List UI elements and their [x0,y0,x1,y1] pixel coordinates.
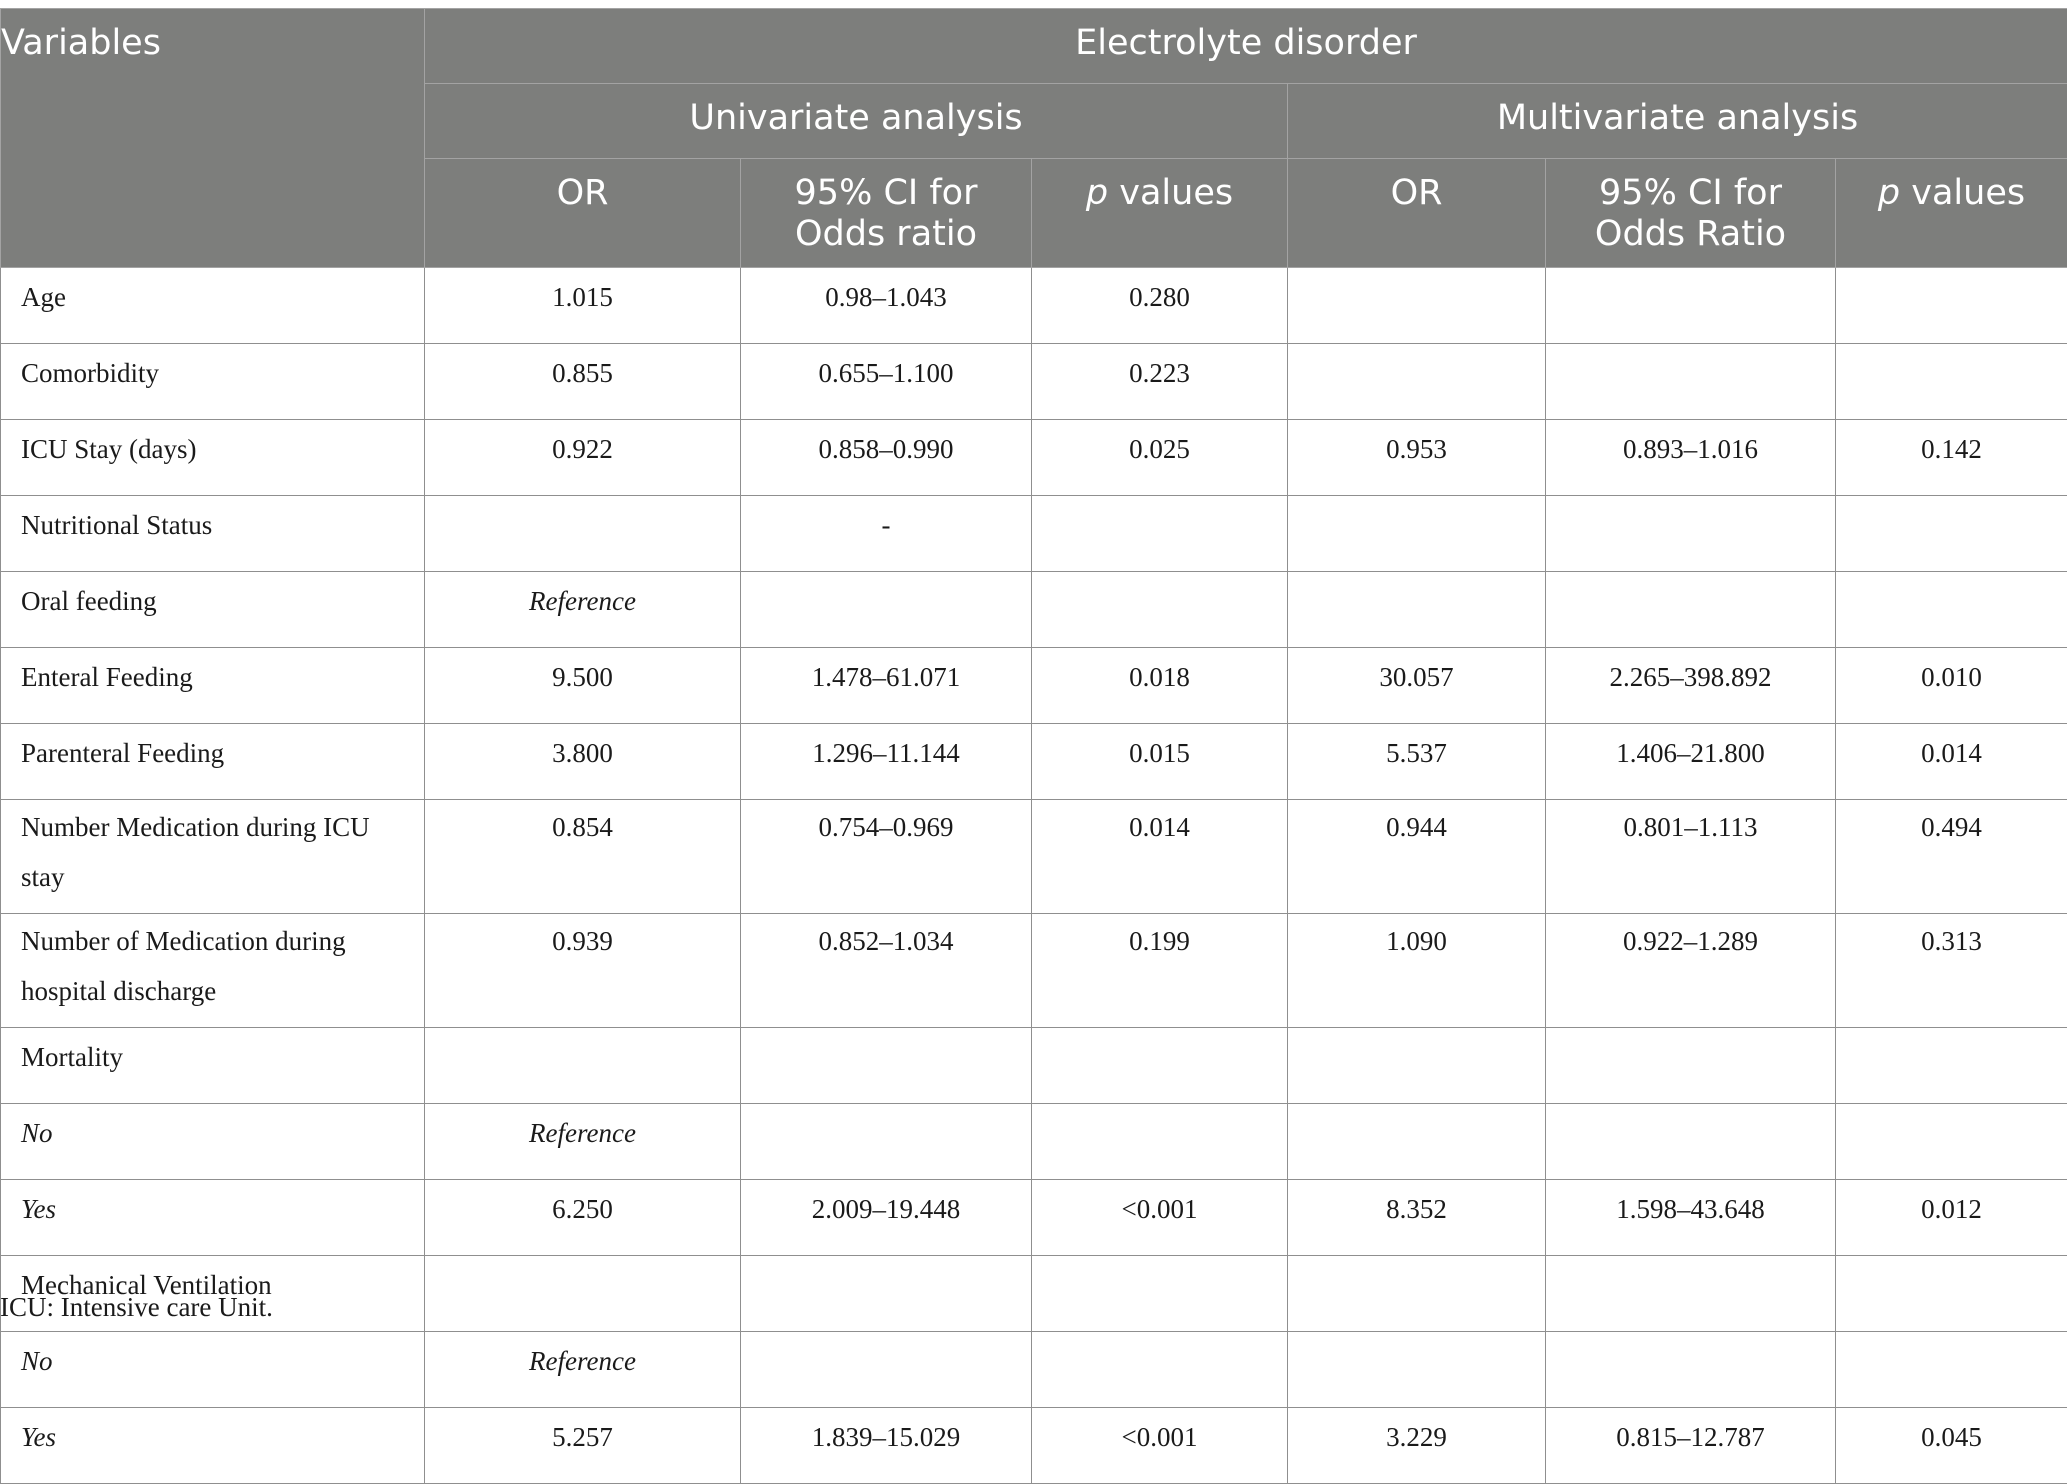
multivariate-ci-cell [1546,1256,1836,1332]
univariate-or-cell: 0.854 [425,800,741,914]
univariate-ci-cell: 2.009–19.448 [741,1180,1032,1256]
multivariate-or-cell [1288,1028,1546,1104]
multivariate-or-cell [1288,1332,1546,1408]
variable-label: Number Medication during ICU stay [1,800,425,914]
multivariate-ci-cell [1546,344,1836,420]
multivariate-ci-cell [1546,268,1836,344]
variable-label: Number of Medication during hospital discharge [1,914,425,1028]
multivariate-ci-cell: 1.598–43.648 [1546,1180,1836,1256]
univariate-or-cell: Reference [425,1104,741,1180]
univariate-p-cell: 0.199 [1032,914,1288,1028]
table-row [1,420,2067,496]
multivariate-p-cell [1836,1256,2067,1332]
variable-label: Comorbidity [1,344,425,420]
multivariate-ci-cell: 0.801–1.113 [1546,800,1836,914]
multivariate-p-cell: 0.014 [1836,724,2067,800]
variable-label: Mechanical Ventilation [1,1256,425,1332]
variable-label: Mortality [1,1028,425,1104]
univariate-p-cell: <0.001 [1032,1408,1288,1484]
multivariate-p-cell [1836,1104,2067,1180]
table-row [1,1104,2067,1180]
p-symbol: p [1878,173,1900,213]
univariate-p-cell: 0.014 [1032,800,1288,914]
univariate-p-cell [1032,1332,1288,1408]
univariate-p-cell [1032,572,1288,648]
univariate-p-cell [1032,1256,1288,1332]
univariate-or-cell: Reference [425,572,741,648]
multivariate-or-cell: 3.229 [1288,1408,1546,1484]
table-row [1,914,2067,1028]
table-row [1,1180,2067,1256]
multivariate-or-cell: 5.537 [1288,724,1546,800]
univariate-or-cell [425,496,741,572]
table-row [1,268,2067,344]
table-row [1,648,2067,724]
variables-header: Variables [1,9,425,268]
multivariate-ci-cell [1546,496,1836,572]
table-row [1,496,2067,572]
multivariate-or-cell [1288,496,1546,572]
univariate-or-cell: Reference [425,1332,741,1408]
variable-label: Nutritional Status [1,496,425,572]
univariate-p-cell [1032,1104,1288,1180]
univariate-p-cell [1032,1028,1288,1104]
multivariate-p-cell [1836,1332,2067,1408]
multivariate-or-cell: 0.944 [1288,800,1546,914]
univariate-or-cell [425,1256,741,1332]
multivariate-p-header [1836,159,2067,268]
multivariate-or-cell: 1.090 [1288,914,1546,1028]
multivariate-or-cell [1288,344,1546,420]
univariate-or-cell: 6.250 [425,1180,741,1256]
univariate-header: Univariate analysis [425,84,1288,159]
univariate-ci-cell [741,1332,1032,1408]
univariate-p-cell: 0.015 [1032,724,1288,800]
univariate-ci-cell [741,1256,1032,1332]
multivariate-or-cell: 30.057 [1288,648,1546,724]
univariate-ci-header: 95% CI for Odds ratio [741,159,1032,268]
multivariate-ci-cell [1546,1332,1836,1408]
multivariate-ci-cell [1546,1028,1836,1104]
univariate-ci-cell: 0.655–1.100 [741,344,1032,420]
univariate-p-cell: 0.018 [1032,648,1288,724]
electrolyte-disorder-header: Electrolyte disorder [425,9,2067,84]
univariate-ci-cell: 1.478–61.071 [741,648,1032,724]
univariate-ci-cell: - [741,496,1032,572]
variable-label: Yes [1,1180,425,1256]
univariate-ci-cell: 0.852–1.034 [741,914,1032,1028]
multivariate-or-header: OR [1288,159,1546,268]
univariate-ci-cell [741,572,1032,648]
table-row [1,1332,2067,1408]
multivariate-p-cell: 0.010 [1836,648,2067,724]
univariate-or-cell [425,1028,741,1104]
multivariate-or-cell [1288,1104,1546,1180]
multivariate-p-cell: 0.142 [1836,420,2067,496]
univariate-p-cell: 0.025 [1032,420,1288,496]
univariate-ci-cell: 0.754–0.969 [741,800,1032,914]
univariate-or-cell: 5.257 [425,1408,741,1484]
univariate-p-header [1032,159,1288,268]
variable-label: ICU Stay (days) [1,420,425,496]
p-values-text: values [1900,173,2025,213]
univariate-ci-cell: 0.98–1.043 [741,268,1032,344]
p-values-text: values [1108,173,1233,213]
univariate-p-cell [1032,496,1288,572]
multivariate-ci-header: 95% CI for Odds Ratio [1546,159,1836,268]
table-row [1,1256,2067,1332]
results-table [0,8,2067,1484]
univariate-ci-cell [741,1104,1032,1180]
variable-label: Parenteral Feeding [1,724,425,800]
multivariate-ci-cell: 0.893–1.016 [1546,420,1836,496]
table-row [1,1028,2067,1104]
table-row [1,800,2067,914]
univariate-or-cell: 3.800 [425,724,741,800]
univariate-p-cell: 0.223 [1032,344,1288,420]
multivariate-or-cell [1288,1256,1546,1332]
table-row [1,1408,2067,1484]
multivariate-or-cell [1288,268,1546,344]
multivariate-or-cell: 8.352 [1288,1180,1546,1256]
multivariate-ci-cell: 2.265–398.892 [1546,648,1836,724]
univariate-ci-cell: 0.858–0.990 [741,420,1032,496]
univariate-or-header: OR [425,159,741,268]
multivariate-or-cell [1288,572,1546,648]
multivariate-p-cell: 0.313 [1836,914,2067,1028]
multivariate-ci-cell: 0.815–12.787 [1546,1408,1836,1484]
univariate-or-cell: 9.500 [425,648,741,724]
univariate-or-cell: 0.922 [425,420,741,496]
variable-label: No [1,1104,425,1180]
multivariate-p-cell [1836,268,2067,344]
variable-label: Enteral Feeding [1,648,425,724]
multivariate-p-cell: 0.012 [1836,1180,2067,1256]
univariate-or-cell: 1.015 [425,268,741,344]
variable-label: Oral feeding [1,572,425,648]
multivariate-p-cell [1836,344,2067,420]
univariate-or-cell: 0.855 [425,344,741,420]
univariate-ci-cell: 1.839–15.029 [741,1408,1032,1484]
multivariate-ci-cell: 0.922–1.289 [1546,914,1836,1028]
multivariate-ci-cell [1546,1104,1836,1180]
multivariate-p-cell: 0.494 [1836,800,2067,914]
multivariate-p-cell [1836,1028,2067,1104]
table-footnote: ICU: Intensive care Unit. [0,1292,273,1323]
univariate-p-cell: <0.001 [1032,1180,1288,1256]
table-row [1,344,2067,420]
variable-label: Yes [1,1408,425,1484]
univariate-ci-cell: 1.296–11.144 [741,724,1032,800]
multivariate-header: Multivariate analysis [1288,84,2067,159]
univariate-or-cell: 0.939 [425,914,741,1028]
multivariate-or-cell: 0.953 [1288,420,1546,496]
table-row [1,572,2067,648]
univariate-p-cell: 0.280 [1032,268,1288,344]
p-symbol: p [1086,173,1108,213]
multivariate-p-cell [1836,572,2067,648]
variable-label: No [1,1332,425,1408]
multivariate-ci-cell [1546,572,1836,648]
table-row [1,724,2067,800]
multivariate-p-cell [1836,496,2067,572]
variable-label: Age [1,268,425,344]
univariate-ci-cell [741,1028,1032,1104]
multivariate-ci-cell: 1.406–21.800 [1546,724,1836,800]
multivariate-p-cell: 0.045 [1836,1408,2067,1484]
